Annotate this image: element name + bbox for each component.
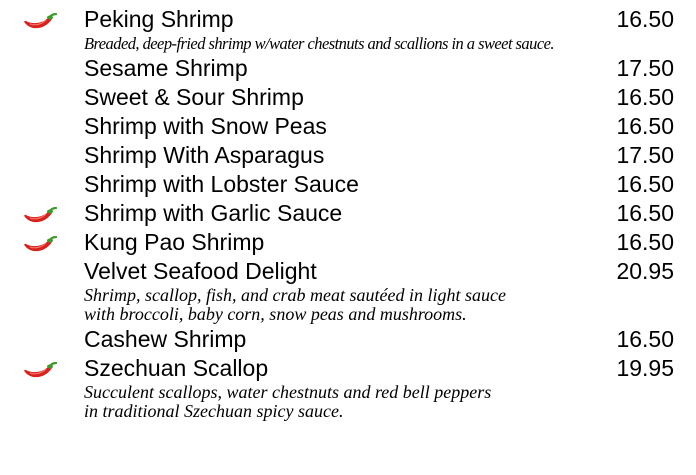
menu-item-description <box>84 383 674 421</box>
menu-item-description-line: with broccoli, baby corn, snow peas and mushrooms. <box>84 304 467 324</box>
menu-item-description-line: in traditional Szechuan spicy sauce. <box>84 401 344 421</box>
menu-item-row <box>0 325 696 354</box>
menu-item-row <box>0 112 696 141</box>
menu-item-price: 16.50 <box>616 200 674 226</box>
menu-item-name: Szechuan Scallop <box>84 355 269 381</box>
chili-pepper-icon <box>22 205 58 227</box>
menu-item-name: Peking Shrimp <box>84 6 234 32</box>
menu-item-row <box>0 199 696 228</box>
menu-item-row <box>0 170 696 199</box>
menu-item <box>0 112 696 141</box>
menu-item-name: Shrimp with Garlic Sauce <box>84 200 343 226</box>
menu-item-row <box>0 257 696 286</box>
chili-pepper-icon <box>22 360 58 382</box>
menu-item-price: 16.50 <box>616 229 674 255</box>
menu-item-name: Sesame Shrimp <box>84 55 248 81</box>
menu-item-description-line: Succulent scallops, water chestnuts and red bell peppers <box>84 382 492 402</box>
menu-item <box>0 325 696 354</box>
menu-item-row <box>0 54 696 83</box>
menu-item-description <box>84 286 674 324</box>
menu-item-description-line: Breaded, deep-fried shrimp w/water chestnuts and scallions in a sweet sauce. <box>84 34 554 53</box>
menu-item-name: Cashew Shrimp <box>84 326 247 352</box>
menu-item-price: 16.50 <box>616 84 674 110</box>
menu-item <box>0 83 696 112</box>
menu-item-name: Shrimp With Asparagus <box>84 142 325 168</box>
menu-item-name: Shrimp with Snow Peas <box>84 113 327 139</box>
menu-item <box>0 199 696 228</box>
menu-item <box>0 54 696 83</box>
menu-item <box>0 5 696 53</box>
menu-item <box>0 354 696 421</box>
chili-pepper-icon <box>22 234 58 256</box>
menu-item-name: Shrimp with Lobster Sauce <box>84 171 359 197</box>
menu-item-price: 16.50 <box>616 326 674 352</box>
menu-item-price: 17.50 <box>616 142 674 168</box>
menu-item-description-line: Shrimp, scallop, fish, and crab meat sautéed in light sauce <box>84 285 506 305</box>
menu-item-name: Kung Pao Shrimp <box>84 229 265 255</box>
menu-item-price: 16.50 <box>616 6 674 32</box>
menu-item-row <box>0 354 696 383</box>
menu-item-price: 16.50 <box>616 171 674 197</box>
menu-item-price: 16.50 <box>616 113 674 139</box>
menu-list <box>0 5 696 422</box>
menu-item-name: Velvet Seafood Delight <box>84 258 317 284</box>
menu-item-price: 17.50 <box>616 55 674 81</box>
menu-item-row <box>0 141 696 170</box>
menu-item-price: 19.95 <box>616 355 674 381</box>
chili-pepper-icon <box>22 11 58 33</box>
menu-item-row <box>0 5 696 34</box>
menu-item <box>0 141 696 170</box>
menu-item-row <box>0 228 696 257</box>
menu-item-description <box>84 34 674 53</box>
menu-item-price: 20.95 <box>616 258 674 284</box>
menu-item <box>0 257 696 324</box>
menu-item-name: Sweet & Sour Shrimp <box>84 84 304 110</box>
menu-item <box>0 170 696 199</box>
menu-item <box>0 228 696 257</box>
menu-item-row <box>0 83 696 112</box>
